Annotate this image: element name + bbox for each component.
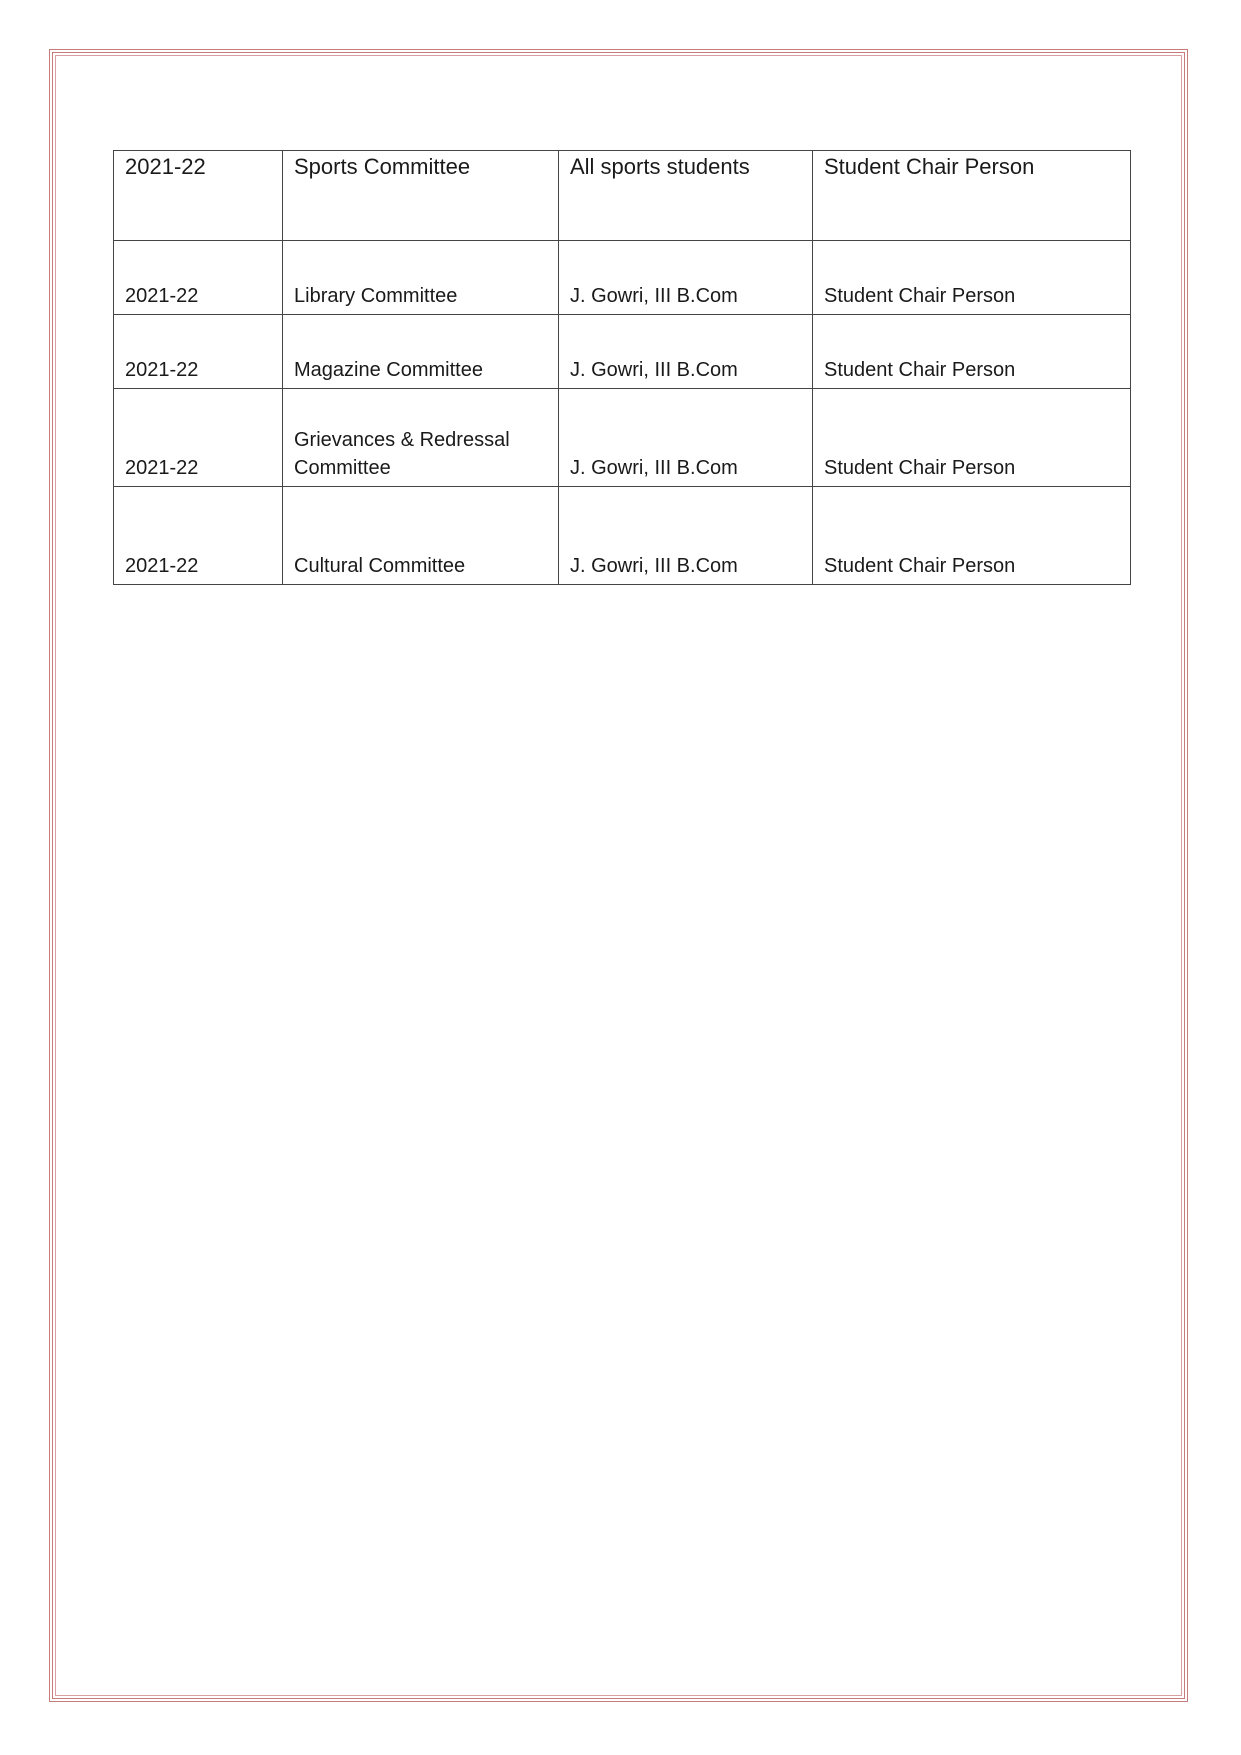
year-cell: 2021-22 xyxy=(114,487,283,585)
committee-cell: Library Committee xyxy=(283,241,559,315)
committee-cell: Magazine Committee xyxy=(283,315,559,389)
year-cell: 2021-22 xyxy=(114,389,283,487)
role-cell: Student Chair Person xyxy=(813,241,1131,315)
role-cell: Student Chair Person xyxy=(813,389,1131,487)
table-row xyxy=(114,151,1131,241)
table-row xyxy=(114,241,1131,315)
role-cell: Student Chair Person xyxy=(813,315,1131,389)
year-cell: 2021-22 xyxy=(114,241,283,315)
member-cell: All sports students xyxy=(559,151,813,241)
member-cell: J. Gowri, III B.Com xyxy=(559,389,813,487)
year-cell: 2021-22 xyxy=(114,315,283,389)
committee-table xyxy=(113,150,1131,585)
committee-cell: Grievances & Redressal Committee xyxy=(283,389,559,487)
member-cell: J. Gowri, III B.Com xyxy=(559,487,813,585)
committee-cell: Cultural Committee xyxy=(283,487,559,585)
role-cell: Student Chair Person xyxy=(813,151,1131,241)
member-cell: J. Gowri, III B.Com xyxy=(559,241,813,315)
table-row xyxy=(114,389,1131,487)
committee-cell: Sports Committee xyxy=(283,151,559,241)
member-cell: J. Gowri, III B.Com xyxy=(559,315,813,389)
table-row xyxy=(114,487,1131,585)
role-cell: Student Chair Person xyxy=(813,487,1131,585)
table-row xyxy=(114,315,1131,389)
year-cell: 2021-22 xyxy=(114,151,283,241)
